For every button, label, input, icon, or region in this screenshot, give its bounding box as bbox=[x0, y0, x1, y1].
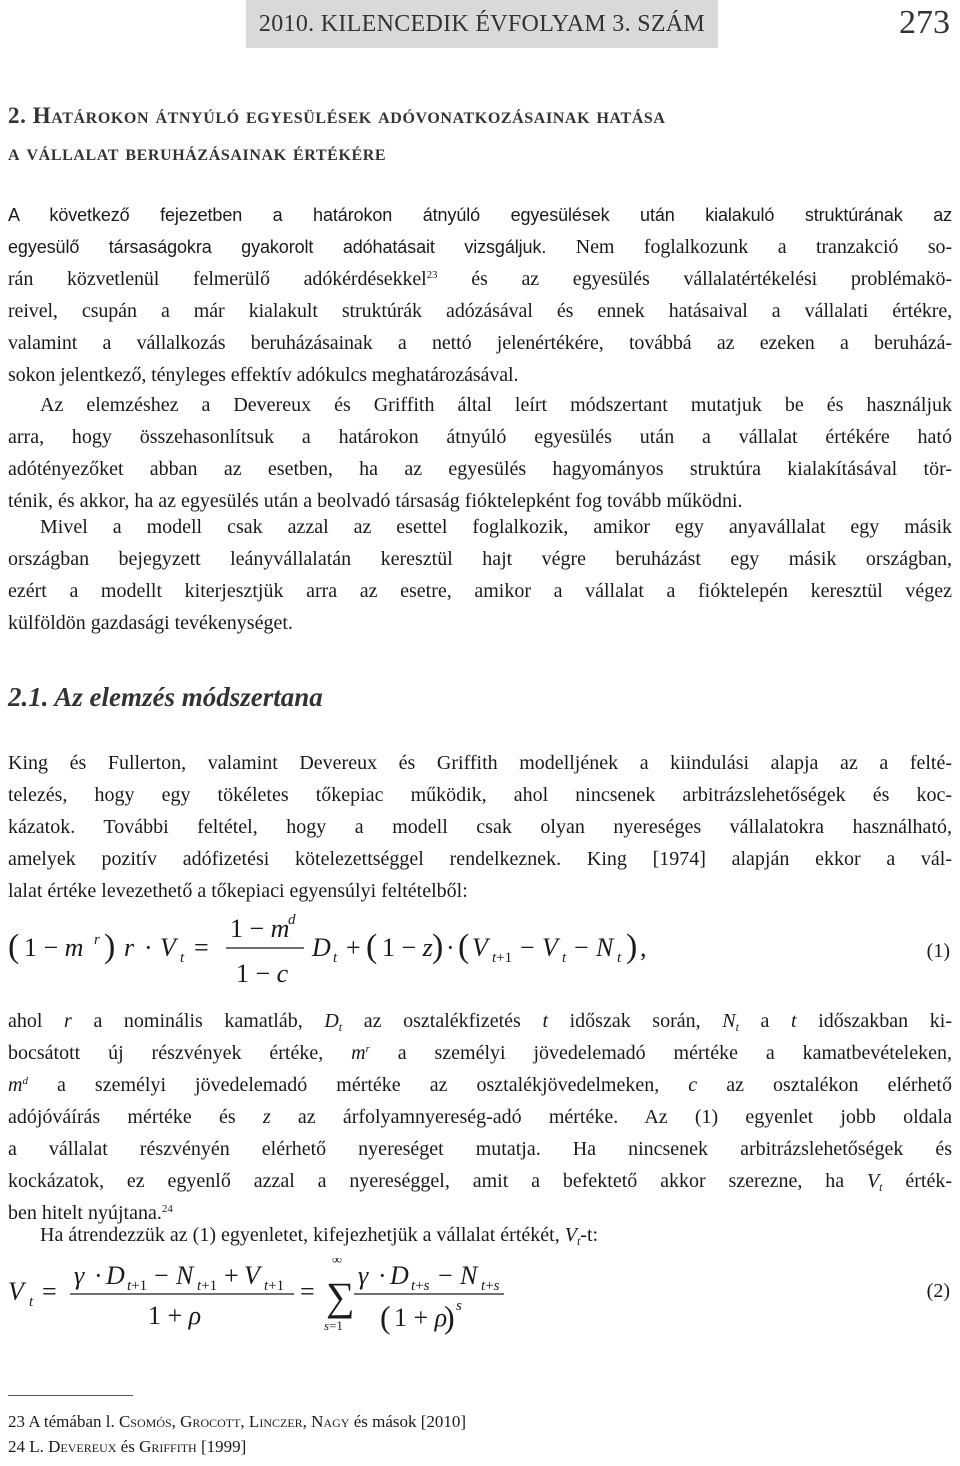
svg-text:−: − bbox=[438, 1261, 453, 1290]
svg-text:=: = bbox=[42, 1277, 57, 1306]
svg-text:−: − bbox=[154, 1261, 169, 1290]
svg-text:N: N bbox=[596, 933, 614, 962]
svg-text:=: = bbox=[300, 1277, 315, 1306]
svg-text:D: D bbox=[312, 933, 331, 962]
svg-text:N: N bbox=[176, 1261, 194, 1290]
svg-text:V: V bbox=[160, 933, 176, 962]
svg-text:D: D bbox=[106, 1261, 125, 1290]
svg-text:V: V bbox=[472, 933, 488, 962]
svg-text:(: ( bbox=[8, 928, 20, 965]
footnote-24 bbox=[8, 1437, 246, 1457]
paragraph-model-extension: Mivel a modell csak azzal az esettel foglalkozik, amikor egy anyavállalat egy másik országban bejegyzett leányvállalatán keresztül hajt végre beruházást egy másik országban, ezért a modellt kiterjesztjük arra az esetre, amikor a vállalat a fióktelepén keresztül végez külföldön gazdasági tevékenységet. bbox=[8, 516, 952, 634]
svg-text:,: , bbox=[640, 933, 647, 962]
svg-text:1 − m: 1 − m bbox=[24, 933, 84, 962]
svg-text:s=1: s=1 bbox=[324, 1318, 343, 1333]
footnote-23-rest: és mások [2010] bbox=[353, 1412, 467, 1431]
equation-1 bbox=[8, 902, 952, 997]
svg-text:−: − bbox=[574, 933, 589, 962]
svg-text:1 − m: 1 − m bbox=[230, 914, 290, 943]
paragraph-intro: A következő fejezetben a határokon átnyúló egyesülések után kialakuló struktúrának az egyesülő társaságokra gyakorolt adóhatásait vizsgáljuk. Nem foglalkozunk a tranzakció so- rán közvetlenül felmerülő adókérdésekkel$^{23}$ és az egyesülés vállalatértékelési problémakö- reivel, csupán a már kialakult struktúrák adózásával és ennek hatásaival a vállalati értékre, valamint a vállalkozás beruházásainak a nettó jelenértékére, továbbá az ezeken a beruházá- sokon jelentkező, tényleges effektív adókulcs meghatározásával. bbox=[8, 205, 952, 386]
journal-header: 2010. KILENCEDIK ÉVFOLYAM 3. SZÁM bbox=[246, 0, 718, 48]
svg-text:): ) bbox=[626, 928, 638, 965]
footnote-23-text: A témában l. bbox=[28, 1412, 115, 1431]
svg-text:t+s: t+s bbox=[481, 1278, 500, 1294]
svg-text:1 + ρ: 1 + ρ bbox=[148, 1301, 202, 1330]
equation-1-formula bbox=[8, 902, 952, 997]
svg-text:γ: γ bbox=[358, 1261, 369, 1290]
footnote-24-text: L. bbox=[29, 1437, 44, 1456]
equation-2-number: (2) bbox=[926, 1280, 950, 1302]
svg-text:t: t bbox=[180, 950, 185, 966]
svg-text:∞: ∞ bbox=[332, 1258, 342, 1268]
svg-text:t: t bbox=[333, 950, 338, 966]
svg-text:V: V bbox=[8, 1277, 24, 1306]
svg-text:t: t bbox=[562, 950, 567, 966]
svg-text:): ) bbox=[432, 928, 444, 965]
footnote-24-and: és bbox=[120, 1437, 135, 1456]
svg-text:+: + bbox=[224, 1261, 239, 1290]
svg-text:V: V bbox=[244, 1261, 260, 1290]
svg-text:V: V bbox=[542, 933, 558, 962]
svg-text:1 − c: 1 − c bbox=[236, 959, 289, 988]
paragraph-method-intro: Az elemzéshez a Devereux és Griffith által leírt módszertant mutatjuk be és használjuk arra, hogy összehasonlítsuk a határokon átnyúló egyesülés után a vállalat értékére ható adótényezőket abban az esetben, ha az egyesülés hagyományos struktúra kialakításával tör- ténik, és akkor, ha az egyesülés után a beolvadó társaság fióktelepként fog tovább működni. bbox=[8, 394, 952, 512]
paragraph-assumptions: King és Fullerton, valamint Devereux és Griffith modelljének a kiindulási alapja az a felté- telezés, hogy egy tökéletes tőkepiac működik, ahol nincsenek arbitrázslehetőségek és koc- kázatok. További feltétel, hogy a modell csak olyan nyereséges vállalatokra használható, amelyek pozitív adófizetési kötelezettséggel rendelkeznek. King [1974] alapján ekkor a vál- lalat értéke levezethető a tőkepiaci egyensúlyi feltételből: bbox=[8, 752, 952, 902]
svg-text:1 + ρ: 1 + ρ bbox=[394, 1303, 448, 1332]
svg-text:r: r bbox=[94, 932, 100, 948]
footnote-24-rest: [1999] bbox=[200, 1437, 247, 1456]
footnote-23-number: 23 bbox=[8, 1412, 25, 1431]
equation-2 bbox=[8, 1258, 952, 1340]
svg-text:(: ( bbox=[366, 928, 378, 965]
paragraph-variable-definitions: ahol r a nominális kamatláb, $D_t$ az osztalékfizetés t időszak során, $N_t$ a t időszakban ki- bocsátott új részvények értéke, $m^r$ a személyi jövedelemadó mértéke a kamatbevételeken, $m^d$ a személyi jövedelemadó mértéke az osztalékjövedelmeken, c az osztalékon elérhető adójóváírás mértéke és z az árfolyamnyereség-adó mértéke. Az (1) egyenlet jobb oldala a vállalat részvényén elérhető nyereséget mutatja. Ha nincsenek arbitrázslehetőségek és kockázatok, ez egyenlő azzal a nyereséggel, amit a befektető akkor szerezne, ha $V_t$ érték- ben hitelt nyújtana.$^{24}$ bbox=[8, 1010, 952, 1224]
footnote-separator bbox=[8, 1395, 133, 1396]
svg-text:−: − bbox=[520, 933, 535, 962]
svg-text:d: d bbox=[288, 912, 296, 928]
section-heading: 2.1. Az elemzés módszertana bbox=[8, 682, 323, 712]
paragraph-rearrange: Ha átrendezzük az (1) egyenletet, kifejezhetjük a vállalat értékét, $V_t-t$: bbox=[40, 1224, 599, 1248]
chapter-title-line-1: 2. Határokon átnyúló egyesülések adóvonatkozásainak hatása bbox=[8, 103, 666, 128]
svg-text:(: ( bbox=[458, 928, 470, 965]
svg-text:t: t bbox=[29, 1294, 34, 1310]
svg-text:·: · bbox=[144, 933, 153, 962]
chapter-title-line-2: a vállalat beruházásainak értékére bbox=[8, 140, 387, 165]
svg-text:t+1: t+1 bbox=[264, 1278, 285, 1294]
footnote-24-author-1: Devereux bbox=[48, 1437, 117, 1456]
footnote-24-author-2: Griffith bbox=[139, 1437, 197, 1456]
svg-text:γ: γ bbox=[74, 1261, 85, 1290]
svg-text:t: t bbox=[617, 950, 622, 966]
footnote-23 bbox=[8, 1412, 466, 1432]
svg-text:t+1: t+1 bbox=[197, 1278, 218, 1294]
footnote-24-number: 24 bbox=[8, 1437, 25, 1456]
svg-text:): ) bbox=[104, 928, 116, 965]
svg-text:): ) bbox=[444, 1299, 455, 1335]
svg-text:N: N bbox=[460, 1261, 478, 1290]
svg-text:t+1: t+1 bbox=[492, 950, 513, 966]
svg-text:t+1: t+1 bbox=[127, 1278, 148, 1294]
svg-text:·: · bbox=[378, 1261, 387, 1290]
svg-text:1 − z: 1 − z bbox=[382, 933, 433, 962]
page-number: 273 bbox=[899, 4, 950, 41]
svg-text:∑: ∑ bbox=[326, 1274, 355, 1319]
svg-text:r: r bbox=[124, 933, 135, 962]
svg-text:=: = bbox=[194, 933, 209, 962]
footnote-23-authors: Csomós, Grocott, Linczer, Nagy bbox=[118, 1412, 350, 1431]
svg-text:·: · bbox=[446, 933, 455, 962]
svg-text:D: D bbox=[390, 1261, 409, 1290]
svg-text:+: + bbox=[346, 933, 361, 962]
svg-text:(: ( bbox=[380, 1299, 391, 1335]
equation-2-formula bbox=[8, 1258, 952, 1340]
svg-text:s: s bbox=[456, 1298, 462, 1314]
equation-1-number: (1) bbox=[926, 940, 950, 962]
svg-text:t+s: t+s bbox=[411, 1278, 430, 1294]
svg-text:·: · bbox=[94, 1261, 103, 1290]
